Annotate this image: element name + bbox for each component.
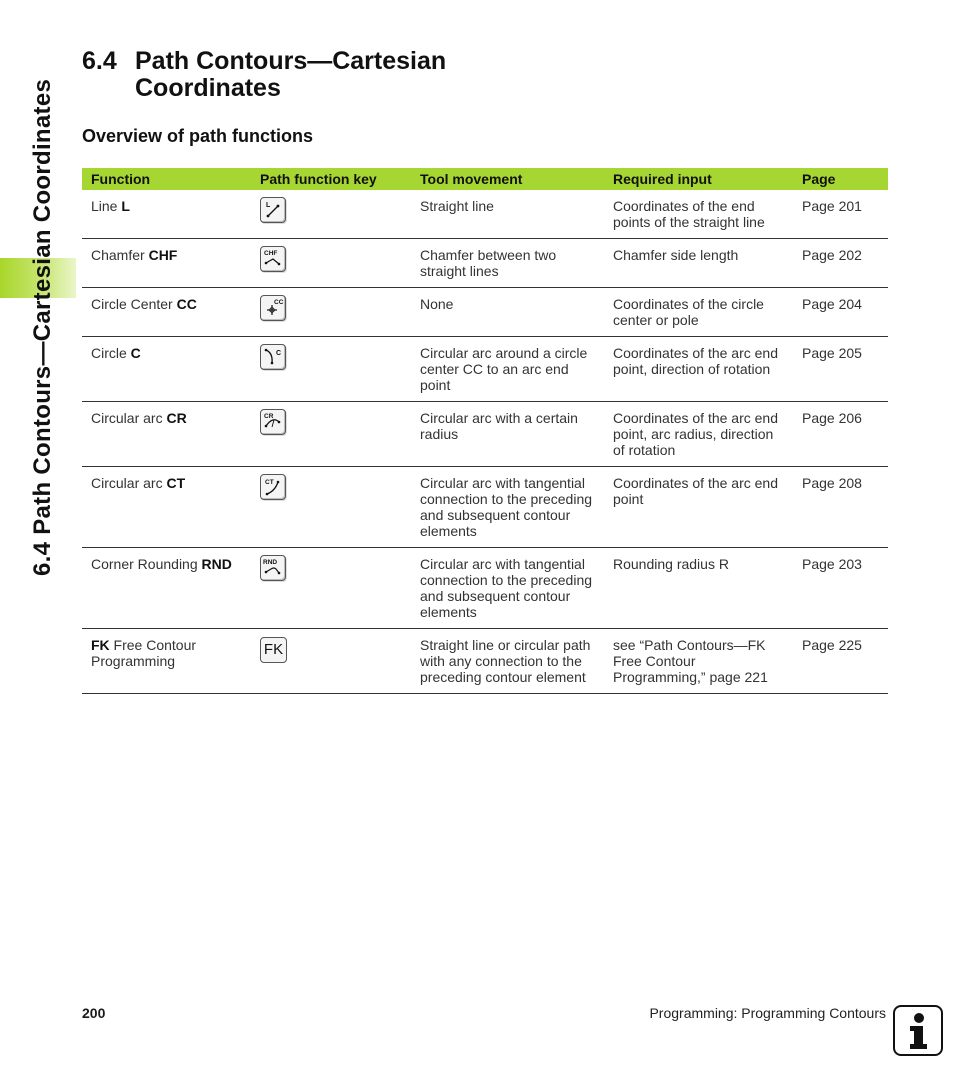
chamfer-key-icon [260, 246, 286, 272]
page-cell: Page 208 [793, 467, 888, 548]
key-cell [251, 629, 411, 694]
page-cell: Page 201 [793, 190, 888, 239]
table-row [82, 337, 888, 402]
function-code: CC [176, 296, 197, 312]
function-code: C [130, 345, 141, 361]
section-title: Overview of path functions [82, 126, 314, 146]
key-cell [251, 467, 411, 548]
header-path-function-key: Path function key [251, 168, 411, 190]
info-icon [893, 1005, 943, 1056]
required-input-cell: Coordinates of the arc end point, direction of rotation [604, 337, 793, 402]
path-functions-table [82, 168, 888, 694]
circle-center-key-icon [260, 295, 286, 321]
line-key-icon [260, 197, 286, 223]
required-input-cell: Coordinates of the arc end point [604, 467, 793, 548]
key-cell [251, 337, 411, 402]
table-row [82, 288, 888, 337]
key-cell [251, 402, 411, 467]
fk-key-icon: FK [260, 637, 287, 663]
required-input-cell: see “Path Contours—FK Free Contour Programming,” page 221 [604, 629, 793, 694]
tool-movement-cell: Circular arc with tangential connection to the preceding and subsequent contour elements [411, 467, 604, 548]
function-code: CR [166, 410, 187, 426]
svg-text:CC: CC [274, 299, 284, 306]
table-row [82, 548, 888, 629]
svg-text:CT: CT [265, 479, 274, 486]
tool-movement-cell: Circular arc with tangential connection to the preceding and subsequent contour elements [411, 548, 604, 629]
header-tool-movement: Tool movement [411, 168, 604, 190]
function-cell: Circular arc CT [82, 467, 251, 548]
page-cell: Page 202 [793, 239, 888, 288]
svg-text:C: C [276, 350, 282, 357]
table-row [82, 239, 888, 288]
function-cell: Circular arc CR [82, 402, 251, 467]
section-number: 6.4 [82, 47, 117, 75]
table-row [82, 467, 888, 548]
function-cell: Corner Rounding RND [82, 548, 251, 629]
page-cell: Page 206 [793, 402, 888, 467]
table-row [82, 402, 888, 467]
circular-arc-tangential-key-icon [260, 474, 286, 500]
title-line-2: Coordinates [135, 74, 281, 102]
required-input-cell: Coordinates of the circle center or pole [604, 288, 793, 337]
corner-rounding-key-icon [260, 555, 286, 581]
function-cell: Circle C [82, 337, 251, 402]
table-header-row [82, 168, 888, 190]
required-input-cell: Coordinates of the end points of the straight line [604, 190, 793, 239]
header-required-input: Required input [604, 168, 793, 190]
footer-chapter: Programming: Programming Contours [649, 1005, 886, 1021]
function-code: CHF [148, 247, 178, 263]
key-cell [251, 190, 411, 239]
function-cell: Line L [82, 190, 251, 239]
key-cell [251, 548, 411, 629]
circular-arc-radius-key-icon [260, 409, 286, 435]
function-code: RND [201, 556, 232, 572]
tool-movement-cell: Circular arc around a circle center CC to an arc end point [411, 337, 604, 402]
function-cell: FK Free Contour Programming [82, 629, 251, 694]
page-cell: Page 205 [793, 337, 888, 402]
page-cell: Page 203 [793, 548, 888, 629]
tool-movement-cell: Chamfer between two straight lines [411, 239, 604, 288]
page-title [82, 48, 446, 102]
required-input-cell: Rounding radius R [604, 548, 793, 629]
function-code: CT [166, 475, 186, 491]
page-cell: Page 225 [793, 629, 888, 694]
title-line-1: Path Contours—Cartesian [135, 47, 447, 75]
key-cell [251, 239, 411, 288]
function-cell: Chamfer CHF [82, 239, 251, 288]
table-row [82, 190, 888, 239]
svg-text:CHF: CHF [264, 250, 278, 257]
key-cell [251, 288, 411, 337]
svg-text:RND: RND [263, 559, 278, 566]
svg-text:L: L [266, 202, 271, 209]
required-input-cell: Coordinates of the arc end point, arc radius, direction of rotation [604, 402, 793, 467]
footer-page-number: 200 [82, 1005, 106, 1021]
tool-movement-cell: Straight line or circular path with any connection to the preceding contour element [411, 629, 604, 694]
svg-text:CR: CR [264, 413, 274, 420]
function-code: FK [91, 637, 110, 653]
table-row [82, 629, 888, 694]
required-input-cell: Chamfer side length [604, 239, 793, 288]
circle-key-icon [260, 344, 286, 370]
side-chapter-title: 6.4 Path Contours—Cartesian Coordinates [29, 78, 56, 576]
function-code: L [121, 198, 130, 214]
tool-movement-cell: None [411, 288, 604, 337]
function-cell: Circle Center CC [82, 288, 251, 337]
tool-movement-cell: Circular arc with a certain radius [411, 402, 604, 467]
header-function: Function [82, 168, 251, 190]
tool-movement-cell: Straight line [411, 190, 604, 239]
page-cell: Page 204 [793, 288, 888, 337]
header-page: Page [793, 168, 888, 190]
